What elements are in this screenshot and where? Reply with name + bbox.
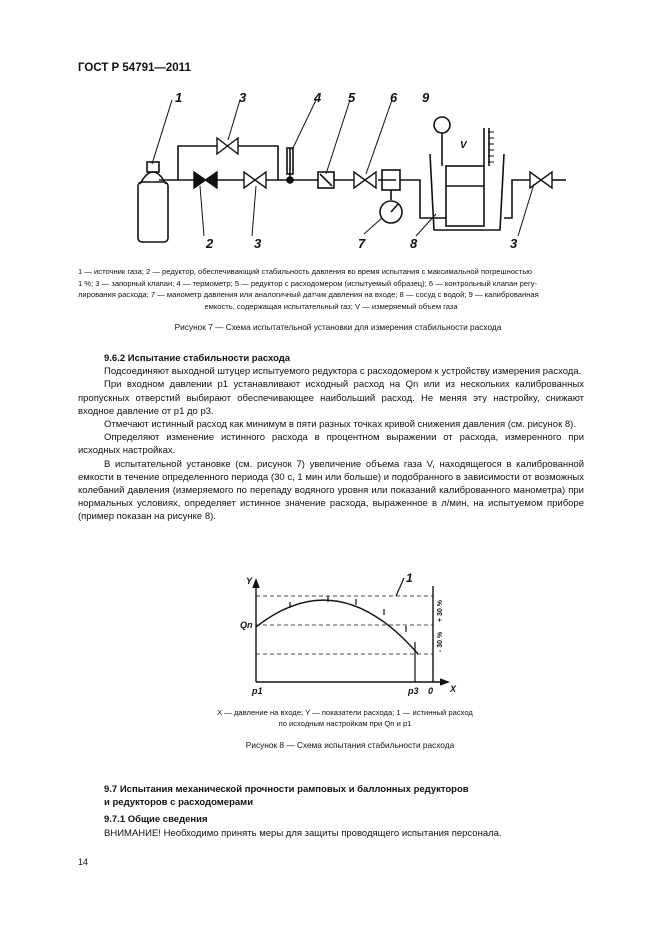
section-9-6-2	[78, 352, 584, 524]
warning-text: ВНИМАНИЕ! Необходимо принять меры для защиты проводящего испытания персонала.	[104, 827, 502, 839]
figure-7-caption: Рисунок 7 — Схема испытательной установки для измерения стабильности расхода	[174, 322, 502, 332]
fig7-label-v: V	[460, 140, 467, 151]
section-heading: 9.6.2 Испытание стабильности расхода	[104, 353, 291, 364]
fig7-label-3a: 3	[239, 90, 247, 105]
paragraph: В испытательной установке (см. рисунок 7) увеличение объема газа V, находящегося в калиброванной емкости в течение определенного периода (30 с, 1 мин или больше) и подобранного в зависимости от возможных колебаний давления (измеряемого по перепаду водяного уровня или показаний калиброванного манометра) при нормальных условиях, определяет истинное значение расхода, выраженное в л/мин, на испытуемом приборе (пример показан на рисунке 8).	[78, 458, 584, 523]
fig7-label-3c: 3	[510, 236, 518, 251]
fig8-zero-label: 0	[428, 686, 434, 696]
figure-8-legend	[185, 707, 505, 729]
section-heading-cont: и редукторов с расходомерами	[104, 797, 254, 809]
fig8-p3-label: p3	[408, 686, 419, 696]
paragraph: Определяют изменение истинного расхода в процентном выражении от расхода, измеренного при исходных настройках.	[78, 432, 584, 457]
legend7-line-1: 1 — источник газа; 2 — редуктор, обеспечивающий стабильность давления во время испытания с максимальной погрешностью	[78, 267, 532, 276]
fig7-label-8: 8	[410, 236, 418, 251]
paragraph: Отмечают истинный расход как минимум в пяти разных точках кривой снижения давления (см. рисунок 8).	[104, 419, 576, 431]
fig8-p1-label: p1	[252, 686, 263, 696]
true-flow-curve	[256, 600, 418, 654]
gas-cylinder	[138, 182, 168, 242]
standard-header: ГОСТ Р 54791—2011	[78, 62, 191, 74]
fig7-label-1: 1	[175, 90, 183, 105]
figure-8-diagram	[228, 572, 468, 702]
legend8-line-1: X — давление на входе; Y — показатели расхода; 1 — истинный расход	[217, 708, 473, 717]
fig8-qn-label: Qn	[240, 620, 253, 630]
page-number: 14	[78, 857, 89, 867]
sub-heading: 9.7.1 Общие сведения	[104, 814, 208, 826]
fig7-label-9: 9	[422, 90, 430, 105]
legend7-line-3: лирования расхода; 7 — манометр давления или аналогичный датчик давления на входе; 8 — сосуд с водой; 9 — калиброванная	[78, 290, 539, 300]
section-heading: 9.7 Испытания механической прочности рамповых и баллонных редукторов	[104, 784, 469, 795]
fig7-label-5: 5	[348, 90, 356, 105]
figure-7-diagram	[120, 88, 570, 258]
legend8-line-2: по исходным настройкам при Qn и p1	[278, 719, 412, 728]
fig8-plus-label: + 30 %	[437, 600, 444, 622]
paragraph: Подсоединяют выходной штуцер испытуемого редуктора с расходомером к устройству измерения расхода.	[104, 366, 582, 378]
fig8-minus-label: - 30 %	[437, 631, 444, 652]
fig7-label-7: 7	[358, 236, 366, 251]
fig7-label-2: 2	[206, 236, 214, 251]
legend7-line-2: 1 %; 3 — запорный клапан; 4 — термометр; 5 — редуктор с расходомером (испытуемый образец); 6 — контрольный клапан регу-	[78, 278, 538, 288]
figure-7-legend	[78, 266, 584, 312]
fig7-label-4: 4	[314, 90, 322, 105]
fig8-x-axis: X	[450, 684, 457, 694]
fig8-curve-label: 1	[406, 572, 413, 585]
fig7-label-3b: 3	[254, 236, 262, 251]
fig7-label-6: 6	[390, 90, 398, 105]
fig8-y-axis: Y	[246, 576, 253, 586]
section-9-7	[78, 783, 584, 840]
legend7-line-4: емкость, содержащая испытательный газ; V — измеряемый объем газа	[204, 301, 458, 311]
paragraph: При входном давлении p1 устанавливают исходный расход на Qn или из нескольких калиброванных пропускных отверстий выбирают обеспечивающее наибольший расход. Не меняя эту настройку, снижают входное давление от p1 до p3.	[78, 379, 584, 417]
figure-8-caption: Рисунок 8 — Схема испытания стабильности расхода	[245, 740, 455, 750]
